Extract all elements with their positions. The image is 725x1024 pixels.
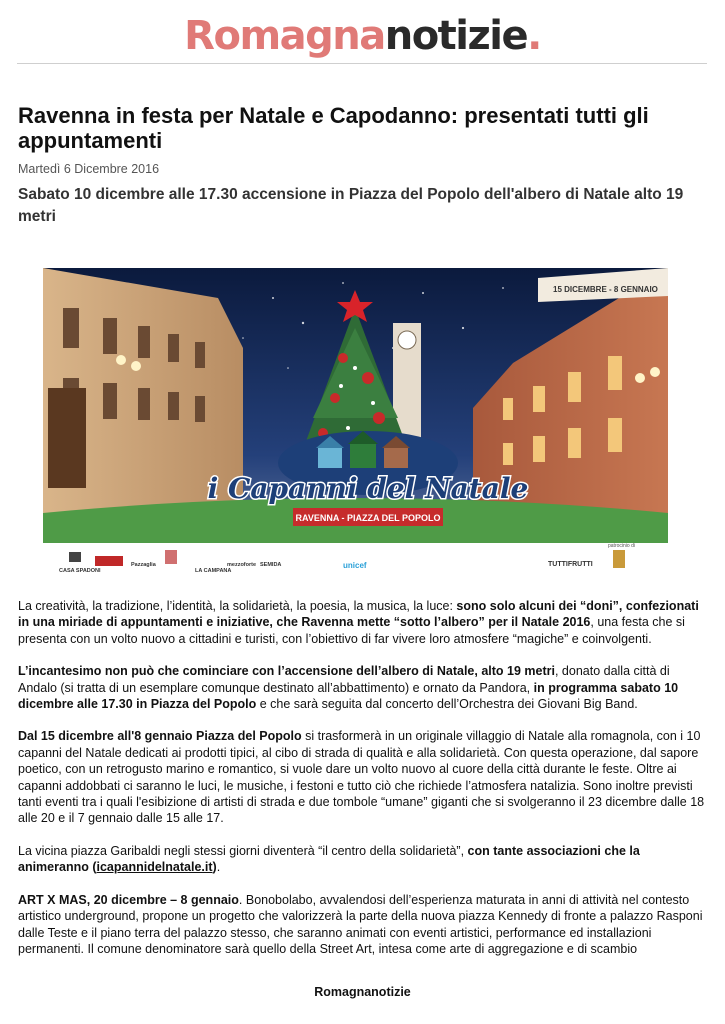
bold-text: in programma sabato 10 dicembre alle 17.30 in Piazza del Popolo [18, 680, 679, 712]
site-logo[interactable] [0, 12, 725, 60]
website-link[interactable]: icapannidelnatale.it [96, 860, 213, 875]
text: La vicina piazza Garibaldi negli stessi giorni diventerà “il centro della solidarietà”, [18, 843, 468, 858]
hero-illustration [43, 268, 668, 580]
bold-text: sono solo alcuni dei “doni”, confezionati in una miriade di appuntamenti e iniziative, che Ravenna mette “sotto l’albero” per il Natale 2016 [18, 599, 699, 630]
sponsor-logo: unicef [343, 561, 367, 570]
sponsor-logo: mezzoforte [227, 562, 257, 568]
article-date: Martedì 6 Dicembre 2016 [18, 162, 160, 176]
paragraph [18, 843, 708, 876]
bold-text: L’incantesimo non può che cominciare con l’accensione dell’albero di Natale, alto 19 metri [18, 664, 555, 679]
text: . Bonobolabo, avvalendosi dell’esperienza maturata in anni di attività nel contesto artistico underground, propone un progetto che valorizzerà la parte della nuova piazza Kennedy di fronte a palazzo Rasponi dalle Teste e il piano terra del palazzo stesso, che saranno animati con eventi artistici, performance ed installazioni permanenti. Il comune denominatore sarà quello della Street Art, intesa come arte di aggregazione e di scambio [18, 892, 703, 956]
paragraph [18, 598, 708, 647]
text: , una festa che si presenta con un volto nuovo a cittadini e turisti, con l’obiettivo di far vivere loro atmosfere “magiche” e coinvolgenti. [18, 615, 685, 646]
patronage-label: patrocinio di [608, 543, 635, 549]
text: e che sarà seguita dal concerto dell’Orchestra dei Giovani Big Band. [256, 697, 638, 712]
bold-text: Dal 15 dicembre all'8 gennaio Piazza del Popolo [18, 729, 302, 744]
logo-title: i Capanni del Natale [207, 472, 529, 505]
crest-icon [613, 550, 625, 568]
sponsor-logo: CASA SPADONI [59, 568, 101, 574]
text: si trasformerà in un originale villaggio di Natale alla romagnola, con i 10 capanni del Natale dedicati ai prodotti tipici, al cibo di strada di qualità e alla solidarietà. Con questa operazione, dal sapore poetico, con un retrogusto marino e romantico, si vuole dare un volto nuovo al cuore della città durante le feste. Oltre ai capanni addobbati ci saranno le luci, le musiche, i festoni e tutto ciò che richiede l’atmosfera natalizia. Sono inoltre previsti tanti eventi tra i quali l'esibizione di artisti di strada e due tombole “umane” giganti che si svolgeranno il 23 dicembre dalle 18 alle 20 e il 7 gennaio dalle 15 alle 17. [18, 729, 705, 826]
logo-dot: . [527, 13, 541, 59]
article-body [18, 598, 708, 973]
paragraph [18, 663, 708, 712]
sponsor-logo: LA CAMPANA [195, 568, 232, 574]
sponsor-icon [95, 556, 123, 566]
bold-text: con tante associazioni che la animeranno ( [18, 843, 640, 875]
sponsor-icon [69, 552, 81, 562]
sponsor-icon [165, 550, 177, 564]
footer-site-name: Romagnanotizie [314, 985, 411, 999]
article-subtitle: Sabato 10 dicembre alle 17.30 accensione in Piazza del Popolo dell'albero di Natale alto 19 metri [18, 186, 684, 225]
text: La creatività, la tradizione, l’identità, la solidarietà, la poesia, la musica, la luce: [18, 599, 457, 613]
paragraph [18, 728, 708, 826]
banner-dates: 15 DICEMBRE - 8 GENNAIO [553, 285, 658, 294]
text: , donato dalla città di Andalo (si tratta di un esemplare comunque destinato all’abbattimento) e ornato da Pandora, [18, 664, 670, 695]
logo-part-romagna: Romagna [184, 13, 385, 59]
bold-text: ART X MAS, 20 dicembre – 8 gennaio [18, 892, 239, 907]
sponsor-logo: TUTTIFRUTTI [548, 561, 593, 568]
paragraph [18, 892, 708, 958]
article-hero-image [43, 268, 668, 580]
logo-part-notizie: notizie [384, 13, 528, 59]
sponsor-logo: Pazzaglia [131, 562, 156, 568]
text: . [216, 860, 221, 875]
bold-text: ) [212, 860, 217, 875]
header-divider [17, 63, 707, 64]
article-title: Ravenna in festa per Natale e Capodanno: presentati tutti gli appuntamenti [18, 103, 649, 153]
sponsor-logo: SEMIDA [260, 562, 282, 568]
logo-subtitle: RAVENNA - PIAZZA DEL POPOLO [295, 513, 441, 523]
